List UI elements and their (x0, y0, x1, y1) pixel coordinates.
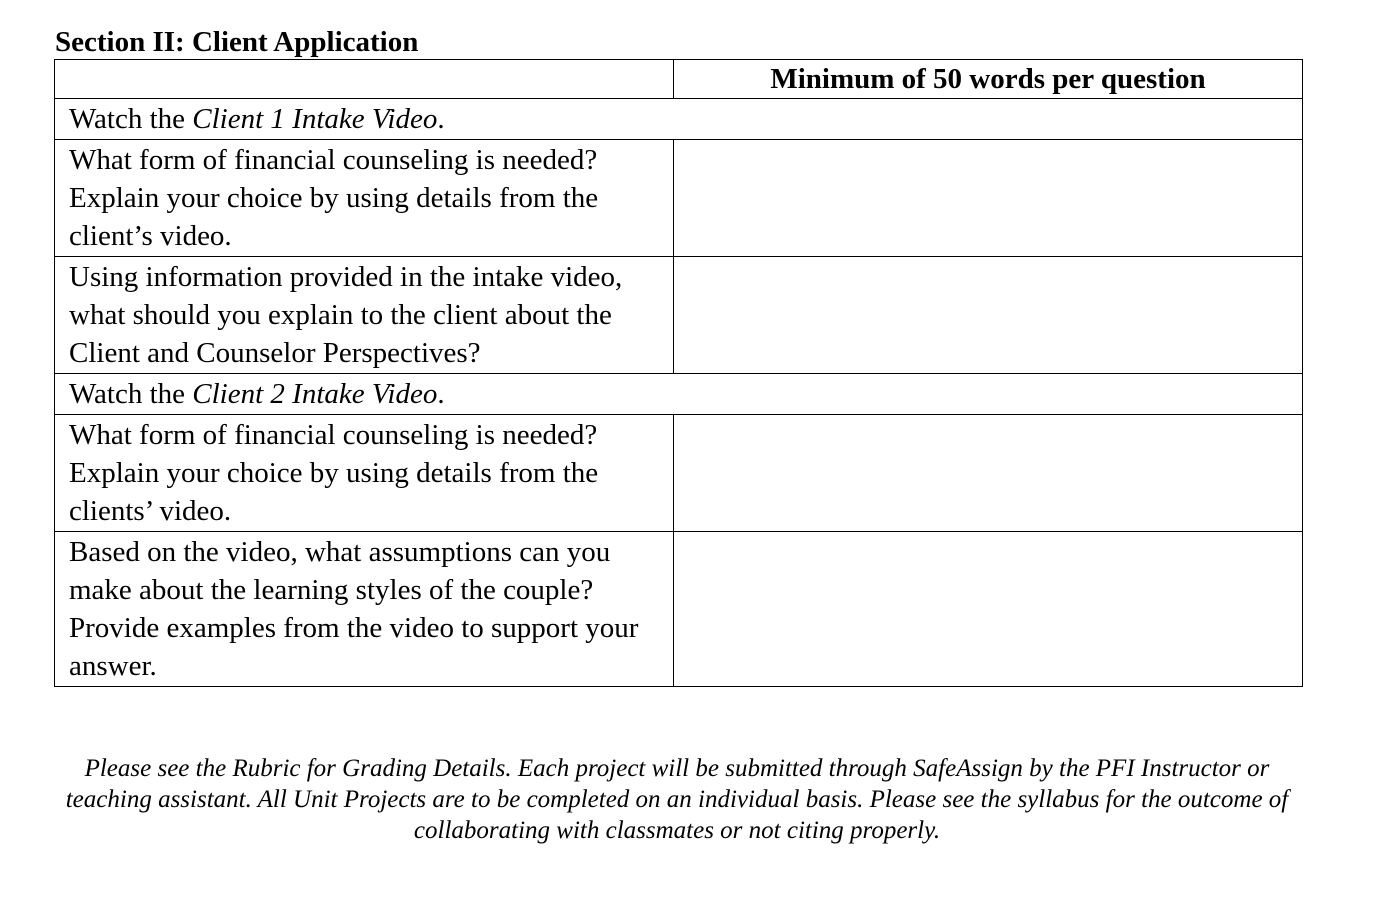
question-row-1 (55, 140, 1303, 257)
client1-instruction-cell (55, 99, 1303, 140)
question-2-text: Using information provided in the intake video, what should you explain to the client about the Client and Counselor Perspectives? (55, 257, 674, 374)
answer-1-cell[interactable] (674, 140, 1303, 257)
client2-instruction-row (55, 374, 1303, 415)
section-title: Section II: Client Application (55, 26, 419, 58)
answer-4-cell[interactable] (674, 532, 1303, 687)
client1-video-title: Client 1 Intake Video (192, 103, 438, 135)
client2-instruction-cell (55, 374, 1303, 415)
client1-prefix: Watch the (69, 103, 193, 135)
client2-video-title: Client 2 Intake Video (192, 378, 438, 410)
table-header-row (55, 60, 1303, 99)
header-answer-cell: Minimum of 50 words per question (674, 60, 1303, 99)
question-4-text: Based on the video, what assumptions can you make about the learning styles of the couple? Provide examples from the video to support your answer. (55, 532, 674, 687)
question-row-2 (55, 257, 1303, 374)
question-3-text: What form of financial counseling is needed? Explain your choice by using details from the clients’ video. (55, 415, 674, 532)
answer-2-cell[interactable] (674, 257, 1303, 374)
header-question-cell (55, 60, 674, 99)
grading-footer-note: Please see the Rubric for Grading Details. Each project will be submitted through SafeAssign by the PFI Instructor or teaching assistant. All Unit Projects are to be completed on an individual basis. Please see the syllabus for the outcome of collaborating with classmates or not citing properly. (65, 755, 1289, 844)
client1-suffix: . (437, 103, 445, 135)
client2-prefix: Watch the (69, 378, 193, 410)
client2-suffix: . (437, 378, 445, 410)
client-application-table (54, 59, 1303, 687)
question-1-text: What form of financial counseling is needed? Explain your choice by using details from the client’s video. (55, 140, 674, 257)
question-row-3 (55, 415, 1303, 532)
answer-3-cell[interactable] (674, 415, 1303, 532)
question-row-4 (55, 532, 1303, 687)
client1-instruction-row (55, 99, 1303, 140)
